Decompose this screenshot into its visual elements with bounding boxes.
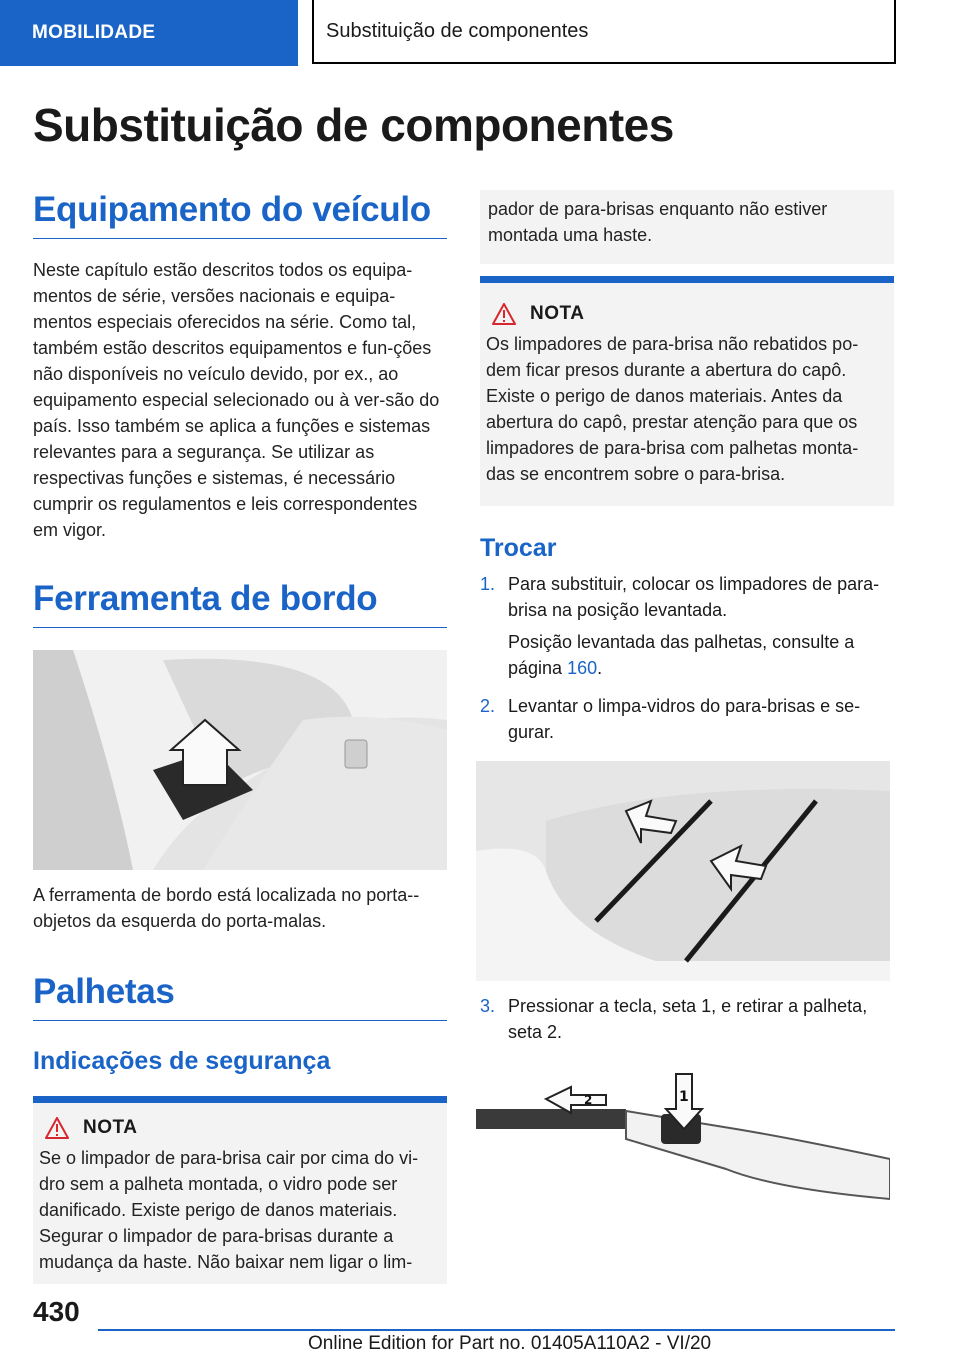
step-1 <box>480 571 894 687</box>
note-body-1: Se o limpador de para-brisa cair por cima do vi-dro sem a palheta montada, o vidro pode ser danificado. Existe perigo de danos materiais. Segurar o limpador de para-brisas durante a mudança da haste. Não baixar nem ligar o lim- <box>39 1148 419 1272</box>
heading-swap: Trocar <box>480 534 557 562</box>
wiper-raised-figure <box>476 761 890 981</box>
step-text: Pressionar a tecla, seta 1, e retirar a palheta, seta 2. <box>508 996 868 1042</box>
step-2 <box>480 693 894 751</box>
note-header-2 <box>486 303 886 325</box>
step-3 <box>480 993 894 1051</box>
note-box-1-continued <box>480 190 894 264</box>
step-number: 1. <box>480 574 496 594</box>
note-body-2: Os limpadores de para-brisa não rebatidos po-dem ficar presos durante a abertura do capô. Existe o perigo de danos materiais. Antes da abertura do capô, prestar atenção para que os limpadores de para-brisa com palhetas monta-das se encontrem sobre o para-brisa. <box>486 334 859 484</box>
paragraph-tool: A ferramenta de bordo está localizada no porta--objetos da esquerda do porta-malas. <box>33 885 420 931</box>
heading-equipment: Equipamento do veículo <box>33 190 447 239</box>
header-section: MOBILIDADE <box>0 0 298 66</box>
heading-safety: Indicações de segurança <box>33 1047 331 1075</box>
step-subtext: Posição levantada das palhetas, consulte a página 160. <box>508 632 855 678</box>
arrow-label-2: 2 <box>584 1093 593 1107</box>
step-number: 3. <box>480 996 496 1016</box>
footer-rule <box>98 1329 895 1331</box>
steps-list-continued <box>480 993 894 1051</box>
page-title: Substituição de componentes <box>33 99 674 151</box>
paragraph-equipment: Neste capítulo estão descritos todos os equipa-mentos de série, versões nacionais e equipa-mentos especiais oferecidos na série. Como tal, também estão descritos equipamentos e fun-ções não disponíveis no veículo devido, por ex., ao equipamento especial selecionado ou à ver-são do país. Isso também se aplica a funções e sistemas relevantes para a segurança. Se utilizar as respectivas funções e sistemas, é necessário cumprir os regulamentos e leis correspondentes em vigor. <box>33 260 440 540</box>
page-number: 430 <box>33 1296 80 1327</box>
warning-triangle-icon <box>492 303 516 325</box>
page-link[interactable]: 160 <box>567 658 598 678</box>
step-number: 2. <box>480 696 496 716</box>
note-header-1 <box>39 1117 439 1139</box>
warning-triangle-icon <box>45 1117 69 1139</box>
steps-list <box>480 571 894 751</box>
note-title-1: NOTA <box>83 1117 138 1138</box>
right-column <box>480 190 894 1289</box>
note-body-1-continued: pador de para-brisas enquanto não estiver montada uma haste. <box>488 199 828 245</box>
arrow-label-1: 1 <box>679 1089 689 1105</box>
note-title-2: NOTA <box>530 303 585 324</box>
header-topic: Substituição de componentes <box>312 0 896 64</box>
edition-text: Online Edition for Part no. 01405A110A2 - VI/20 <box>308 1333 712 1354</box>
wiper-blade-release-figure <box>476 1069 890 1289</box>
onboard-tool-figure <box>33 650 447 870</box>
heading-wipers: Palhetas <box>33 972 447 1021</box>
step-text: Levantar o limpa-vidros do para-brisas e se-gurar. <box>508 696 861 742</box>
note-box-1 <box>33 1096 447 1284</box>
note-box-2 <box>480 276 894 506</box>
heading-tool: Ferramenta de bordo <box>33 579 447 628</box>
left-column <box>33 190 447 1284</box>
step-text: Para substituir, colocar os limpadores de para-brisa na posição levantada. <box>508 574 880 620</box>
